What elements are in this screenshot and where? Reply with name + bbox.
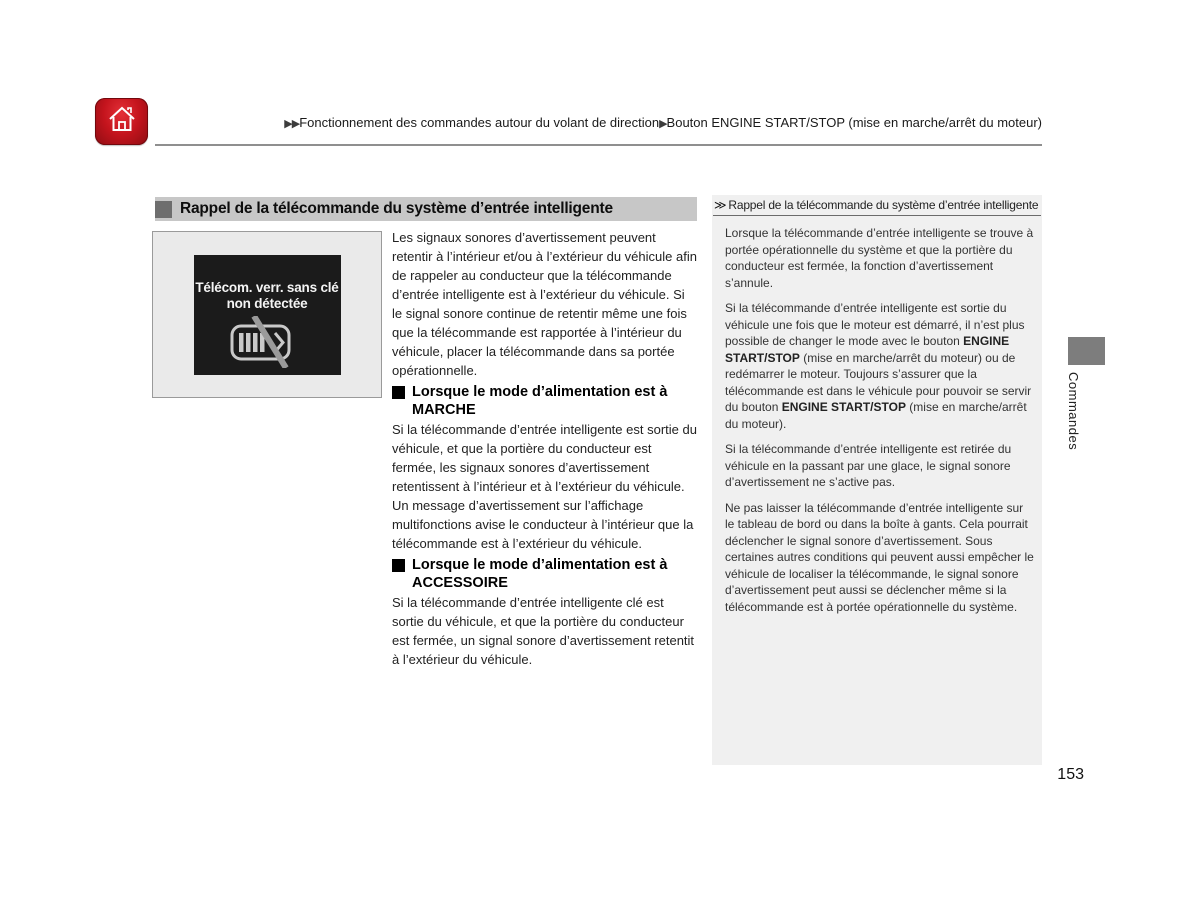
breadcrumb-part2: Bouton ENGINE START/STOP (mise en marche/arrêt du moteur) xyxy=(666,115,1042,130)
display-message-line2: non détectée xyxy=(226,295,308,311)
figure-frame xyxy=(152,231,382,398)
page-number: 153 xyxy=(1057,766,1084,783)
breadcrumb[interactable] xyxy=(284,115,1042,130)
double-chevron-icon: ≫ xyxy=(714,198,727,212)
chapter-tab-square xyxy=(1068,337,1105,365)
chapter-tab-commandes[interactable]: Commandes xyxy=(1066,372,1081,451)
breadcrumb-arrows-icon: ▶▶ xyxy=(284,118,300,130)
intro-paragraph: Les signaux sonores d’avertissement peuvent retentir à l’intérieur et/ou à l’extérieur du véhicule afin de rappeler au conducteur que la télécommande d’entrée intelligente est à l’extérieur du véhicule. Si le signal sonore continue de retentir même une fois que la télécommande est rapportée à l’intérieur du véhicule, placer la télécommande dans sa portée opérationnelle. xyxy=(392,230,697,378)
section-title-bar xyxy=(155,197,697,221)
subsection-heading-marche xyxy=(392,384,667,419)
sidebar-paragraph-1: Lorsque la télécommande d’entrée intelligente se trouve à portée opérationnelle du système et que la portière du conducteur est fermée, la fonction d’avertissement s’annule. xyxy=(725,226,1034,290)
home-icon xyxy=(106,104,138,139)
subheading-line1: Lorsque le mode d’alimentation est à xyxy=(412,384,668,400)
sidebar-paragraph-2: Si la télécommande d’entrée intelligente est sortie du véhicule une fois que le moteur est démarré, il n’est plus possible de changer le mode avec le bouton ENGINE START/STOP (mise en marche/arrêt du moteur) ou de redémarrer le moteur. Toujours s’assurer que la télécommande est dans le véhicule pour pouvoir se servir du bouton ENGINE START/STOP (mise en marche/arrêt du moteur). xyxy=(725,301,1032,431)
subheading-line1: Lorsque le mode d’alimentation est à xyxy=(412,557,668,573)
sidebar-title-divider xyxy=(713,215,1041,216)
marche-paragraph: Si la télécommande d’entrée intelligente est sortie du véhicule, et que la portière du conducteur est fermée, les signaux sonores d’avertissement retentissent à l’intérieur et à l’extérieur du véhicule. Un message d’avertissement sur l’affichage multifonctions avise le conducteur à l’intérieur que la télécommande est à l’extérieur du véhicule. xyxy=(392,422,697,551)
display-message-line1: Télécom. verr. sans clé xyxy=(195,279,339,295)
header-divider xyxy=(155,144,1042,146)
accessoire-paragraph: Si la télécommande d’entrée intelligente clé est sortie du véhicule, et que la portière du conducteur est fermée, un signal sonore d’avertissement retentit à l’extérieur du véhicule. xyxy=(392,595,695,667)
breadcrumb-separator-icon: ▶ xyxy=(659,118,667,130)
subsection-square-icon xyxy=(392,559,405,572)
multi-information-display xyxy=(194,255,341,375)
breadcrumb-part1: Fonctionnement des commandes autour du volant de direction xyxy=(299,115,660,130)
sidebar-paragraph-4: Ne pas laisser la télécommande d’entrée intelligente sur le tableau de bord ou dans la boîte à gants. Cela pourrait déclencher le signal sonore d’avertissement. Sous certaines autres conditions qui peuvent aussi empêcher le véhicule de localiser la télécommande, le signal sonore d’avertissement peut aussi se déclencher même si la télécommande est à portée opérationnelle du système. xyxy=(725,500,1034,614)
subsection-heading-accessoire xyxy=(392,557,667,592)
sidebar-paragraph-3: Si la télécommande d’entrée intelligente est retirée du véhicule en la passant par une glace, le signal sonore d’avertissement ne s’active pas. xyxy=(725,442,1012,489)
subheading-line2: MARCHE xyxy=(412,401,476,418)
section-square-icon xyxy=(155,201,172,218)
reference-sidebar xyxy=(712,195,1042,765)
subheading-line2: ACCESSOIRE xyxy=(412,574,508,591)
keyless-remote-crossed-icon xyxy=(227,316,307,368)
home-button[interactable] xyxy=(95,98,148,145)
sidebar-title xyxy=(712,195,1042,215)
section-title: Rappel de la télécommande du système d’entrée intelligente xyxy=(180,199,613,217)
sidebar-title-text: Rappel de la télécommande du système d’entrée intelligente xyxy=(728,198,1039,212)
subsection-square-icon xyxy=(392,386,405,399)
